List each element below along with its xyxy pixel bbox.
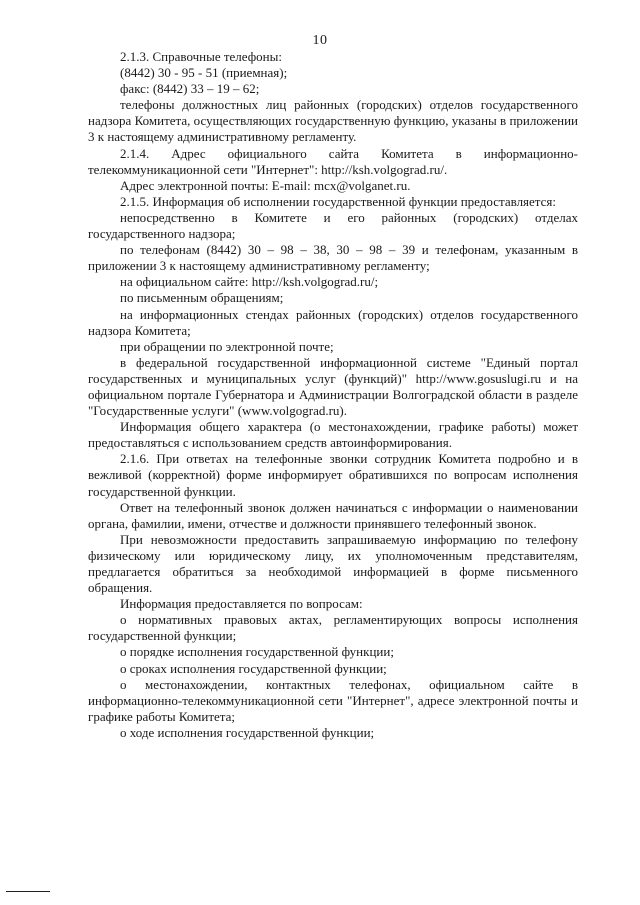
list-item-email: при обращении по электронной почте; (120, 338, 334, 354)
paragraph-info-topics: Информация предоставляется по вопросам: (120, 596, 363, 612)
list-item-official-site: на официальном сайте: http://ksh.volgograd.ru/; (120, 274, 379, 290)
list-item-terms: о сроках исполнения государственной функции; (120, 660, 387, 676)
list-item-info-stands: на информационных стендах районных (городских) отделов государственного надзора Комитета; (88, 306, 578, 338)
list-item-location-contacts: о местонахождении, контактных телефонах, официальном сайте в информационно-телекоммуникационной сети "Интернет", адресе электронной почты и графике работы Комитета; (88, 676, 578, 724)
paragraph-officials-phones: телефоны должностных лиц районных (городских) отделов государственного надзора Комитета, осуществляющих государственную функцию, указаны в приложении 3 к настоящему административному регламенту. (88, 97, 578, 145)
paragraph-fax: факс: (8442) 33 – 19 – 62; (120, 81, 260, 97)
paragraph-autoinforming: Информация общего характера (о местонахождении, графике работы) может предоставляться с использованием средств автоинформирования. (88, 419, 578, 451)
footnote-divider (6, 891, 50, 892)
list-item-progress: о ходе исполнения государственной функции; (120, 724, 375, 740)
document-body (88, 49, 578, 741)
paragraph-info-provided: 2.1.5. Информация об исполнении государственной функции предоставляется: (120, 193, 557, 209)
paragraph-reference-phones: 2.1.3. Справочные телефоны: (120, 49, 282, 64)
paragraph-written-request-offer: При невозможности предоставить запрашиваемую информацию по телефону физическому или юридическому лицу, их уполномоченным представителям, предлагается обратиться за необходимой информацией в форме письменного обращения. (88, 531, 578, 596)
list-item-federal-portal: в федеральной государственной информационной системе "Единый портал государственных и муниципальных услуг (функций)" http://www.gosuslugi.ru и на официальном портале Губернатора и Администрации Волгоградской области в разделе "Государственные услуги" (www.volgograd.ru). (88, 354, 578, 419)
paragraph-email-address: Адрес электронной почты: E-mail: mcx@volganet.ru. (120, 177, 411, 193)
paragraph-phone-answers: 2.1.6. При ответах на телефонные звонки сотрудник Комитета подробно и в вежливой (корректной) форме информирует обратившихся по вопросам исполнения государственной функции. (88, 451, 578, 499)
list-item-directly: непосредственно в Комитете и его районных (городских) отделах государственного надзора; (88, 209, 578, 242)
list-item-procedure: о порядке исполнения государственной функции; (120, 644, 394, 660)
list-item-by-phone: по телефонам (8442) 30 – 98 – 38, 30 – 98 – 39 и телефонам, указанным в приложении 3 к настоящему административному регламенту; (88, 242, 578, 274)
list-item-written-requests: по письменным обращениям; (120, 290, 284, 306)
paragraph-website-address: 2.1.4. Адрес официального сайта Комитета в информационно-телекоммуникационной сети "Интернет": http://ksh.volgograd.ru/. (88, 145, 578, 177)
paragraph-reception-phone: (8442) 30 - 95 - 51 (приемная); (120, 65, 288, 81)
page-number: 10 (312, 33, 328, 48)
list-item-legal-acts: о нормативных правовых актах, регламентирующих вопросы исполнения государственной функции; (88, 612, 578, 644)
paragraph-call-start: Ответ на телефонный звонок должен начинаться с информации о наименовании органа, фамилии, имени, отчестве и должности принявшего телефонный звонок. (88, 499, 578, 531)
